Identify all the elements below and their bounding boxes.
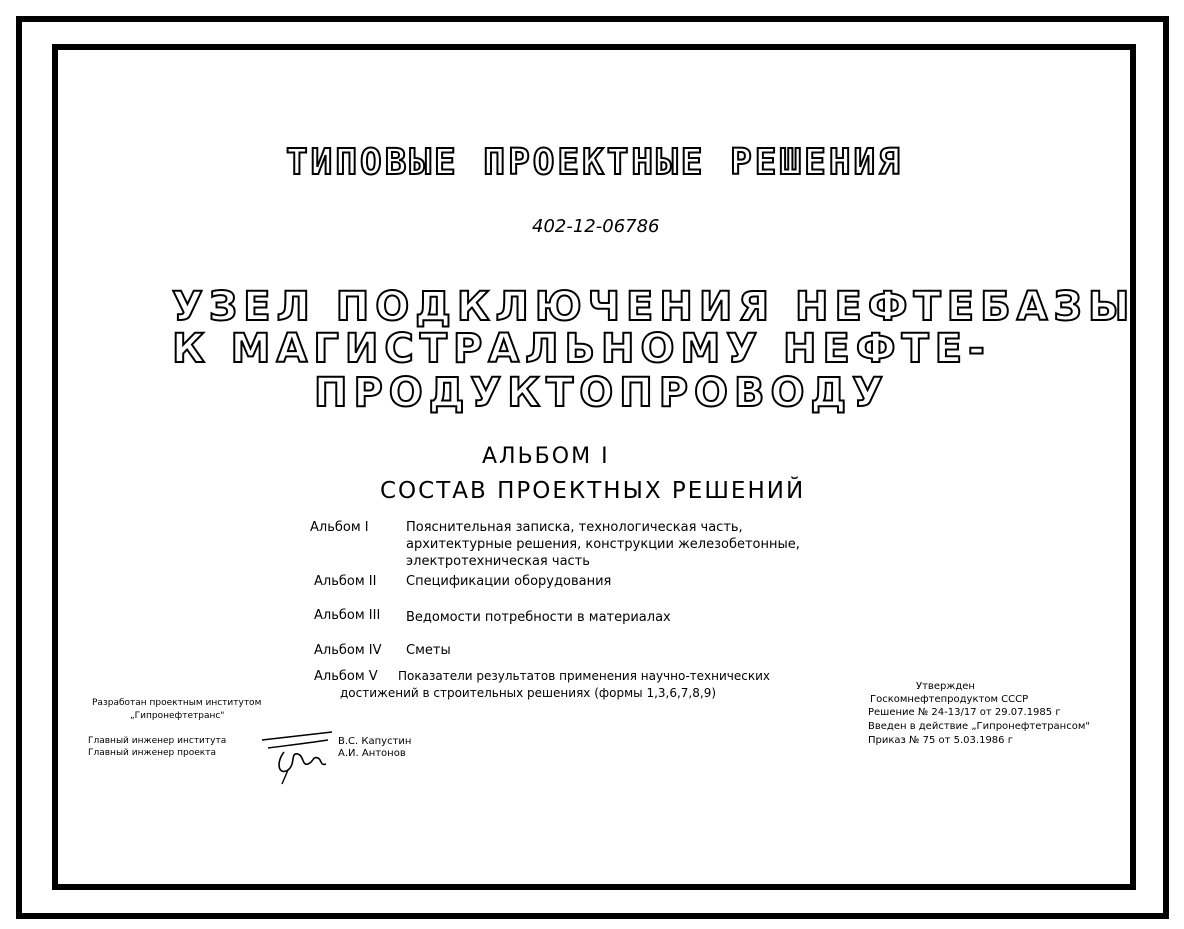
album-label: Альбом I bbox=[310, 520, 369, 535]
chief-engineer-project-name: А.И. Антонов bbox=[338, 748, 406, 759]
album-desc-line: архитектурные решения, конструкции железобетонные, bbox=[406, 537, 800, 552]
album-desc-line: Спецификации оборудования bbox=[406, 574, 612, 589]
album-title: АЛЬБОМ I bbox=[482, 444, 610, 469]
album-desc-line: Пояснительная записка, технологическая часть, bbox=[406, 520, 743, 535]
project-code: 402-12-06786 bbox=[532, 216, 660, 237]
album-desc-line: Ведомости потребности в материалах bbox=[406, 610, 671, 625]
series-title: ТИПОВЫЕ ПРОЕКТНЫЕ РЕШЕНИЯ bbox=[286, 142, 903, 183]
chief-engineer-institute-name: В.С. Капустин bbox=[338, 736, 412, 747]
developer-institute: „Гипронефтетранс" bbox=[130, 711, 225, 721]
main-title-line-1: УЗЕЛ ПОДКЛЮЧЕНИЯ НЕФТЕБАЗЫ bbox=[172, 284, 1136, 330]
chief-engineer-institute-role: Главный инженер института bbox=[88, 736, 227, 746]
main-title-line-3: ПРОДУКТОПРОВОДУ bbox=[314, 370, 889, 416]
developer-line: Разработан проектным институтом bbox=[92, 698, 262, 708]
album-desc-line: электротехническая часть bbox=[406, 554, 590, 569]
signature bbox=[258, 718, 338, 786]
approval-line: Решение № 24-13/17 от 29.07.1985 г bbox=[868, 707, 1061, 718]
approval-line: Утвержден bbox=[916, 681, 975, 692]
approval-line: Введен в действие „Гипронефтетрансом" bbox=[868, 721, 1090, 732]
album-desc-line: Показатели результатов применения научно-технических bbox=[398, 669, 770, 683]
album-label: Альбом II bbox=[314, 574, 377, 589]
album-label: Альбом III bbox=[314, 608, 381, 623]
chief-engineer-project-role: Главный инженер проекта bbox=[88, 748, 216, 758]
approval-line: Приказ № 75 от 5.03.1986 г bbox=[868, 735, 1013, 746]
album-desc-line: достижений в строительных решениях (формы 1,3,6,7,8,9) bbox=[340, 686, 717, 700]
album-label: Альбом IV bbox=[314, 643, 382, 658]
album-label: Альбом V bbox=[314, 669, 378, 684]
approval-line: Госкомнефтепродуктом СССР bbox=[870, 694, 1029, 705]
composition-title: СОСТАВ ПРОЕКТНЫХ РЕШЕНИЙ bbox=[380, 478, 806, 504]
album-desc-line: Сметы bbox=[406, 643, 451, 658]
main-title-line-2: К МАГИСТРАЛЬНОМУ НЕФТЕ- bbox=[172, 326, 991, 372]
